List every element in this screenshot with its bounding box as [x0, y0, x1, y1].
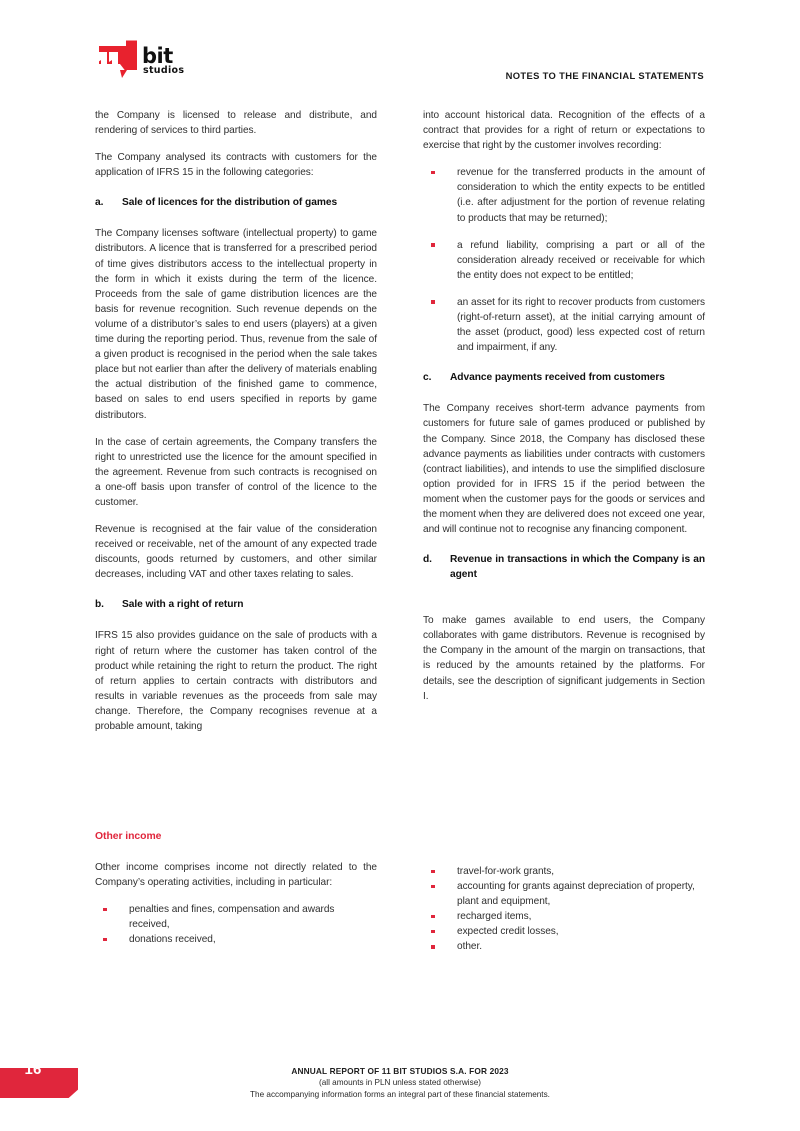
paragraph: To make games available to end users, the Company collaborates with game distributors. Revenue is recognised by the Company in the amount of the margin on transactions, that is reduced by the amounts retained by the platforms. For details, see the description of significant judgements in Section I. — [423, 615, 705, 702]
section-title: Sale of licences for the distribution of games — [122, 197, 338, 209]
section-title: Revenue in transactions in which the Company is an agent — [450, 554, 705, 581]
list-item: expected credit losses, — [423, 924, 705, 939]
left-column — [95, 108, 377, 734]
paragraph: the Company is licensed to release and distribute, and rendering of services to third parties. — [95, 110, 377, 137]
footer-text — [0, 1065, 800, 1101]
paragraph: The Company licenses software (intellectual property) to game distributors. A licence that is transferred for a prescribed period of time gives distributors access to the intellectual property in the form in which it exists during the term of the licence. Proceeds from the sale of game distribution licences are the basis for revenue recognition. Such revenue depends on the volume of a distributor’s sales to end users (players) at a given time during the reporting period. Thus, revenue from the sale of a given product is recognised in the period when the sale takes place but not earlier than after the delivery of materials enabling the actual distribution of the finished game to commence, based on sales to end users specified in reports by game distributors. — [95, 228, 377, 421]
section-title: Advance payments received from customers — [450, 372, 665, 384]
section-heading-d — [423, 552, 705, 597]
paragraph: Revenue is recognised at the fair value of the consideration received or receivable, net of the amount of any expected trade discounts, goods returned by customers, and other similar decreases, including VAT and other taxes relating to sales. — [95, 524, 377, 581]
list-item: an asset for its right to recover products from customers (right-of-return asset), at the initial carrying amount of the asset (product, good) less expected cost of return and impairment, if any. — [423, 295, 705, 355]
footer-report-title: ANNUAL REPORT OF 11 BIT STUDIOS S.A. FOR 2023 — [291, 1066, 509, 1076]
list-item: penalties and fines, compensation and awards received, — [95, 902, 377, 932]
section-heading-b — [95, 597, 377, 612]
section-label: d. — [423, 554, 432, 566]
list-item: travel-for-work grants, — [423, 864, 705, 879]
list-item: a refund liability, comprising a part or all of the consideration already received or receivable for which the entity does not expect to be entitled; — [423, 238, 705, 283]
section-label: a. — [95, 197, 104, 209]
section-heading-a — [95, 195, 377, 210]
company-logo — [98, 40, 188, 85]
paragraph: IFRS 15 also provides guidance on the sale of products with a right of return where the customer has taken control of the product while retaining the right to return the product. The right of return applies to certain contracts with distributors and results in variable revenues as the proceeds from sale may change. Therefore, the Company recognises revenue at a probable amount, taking — [95, 630, 377, 732]
footer-disclaimer: The accompanying information forms an integral part of these financial statements. — [250, 1090, 550, 1099]
other-income-bullets-right — [423, 864, 705, 955]
other-income-bullets-right-block — [423, 864, 705, 955]
bullet-list — [423, 165, 705, 355]
paragraph: into account historical data. Recognition of the effects of a contract that provides for a right of return or expectations to exercise that right by the customer involves recording: — [423, 110, 705, 152]
page-footer — [0, 1055, 800, 1131]
page-number: 16 — [24, 1061, 42, 1078]
paragraph: In the case of certain agreements, the Company transfers the right to unrestricted use the licence for the amount specified in the agreement. Revenue from such contracts is recognised on a one-off basis upon transfer of control of the licence to the customer. — [95, 436, 377, 508]
paragraph: The Company receives short-term advance payments from customers for future sale of games produced or published by the Company. Since 2018, the Company has disclosed these advance payments as liabilities under contracts with customers (contract liabilities), and intends to use the simplified disclosure option provided for in IFRS 15 if the period between the moment when the customer pays for the goods or services and the moment when they are delivered does not exceed one year, and will continue not to recognise any financing component. — [423, 403, 705, 536]
page-header — [0, 0, 800, 100]
list-item: accounting for grants against depreciation of property, plant and equipment, — [423, 879, 705, 909]
logo-wordmark: bit — [142, 44, 173, 68]
section-title: Sale with a right of return — [122, 599, 244, 611]
list-item: other. — [423, 939, 705, 954]
list-item: recharged items, — [423, 909, 705, 924]
section-label: c. — [423, 372, 432, 384]
footer-currency-note: (all amounts in PLN unless stated otherwise) — [318, 1078, 481, 1087]
paragraph: Other income comprises income not directly related to the Company’s operating activities, including in particular: — [95, 862, 377, 889]
logo-submark: studios — [143, 65, 185, 76]
right-column — [423, 108, 705, 704]
other-income-section — [95, 830, 377, 947]
list-item: donations received, — [95, 932, 377, 947]
eleven-bit-mark-icon — [98, 40, 138, 78]
page-title: NOTES TO THE FINANCIAL STATEMENTS — [505, 70, 704, 81]
section-label: b. — [95, 599, 104, 611]
other-income-bullets-left — [95, 902, 377, 947]
paragraph: The Company analysed its contracts with customers for the application of IFRS 15 in the following categories: — [95, 152, 377, 179]
other-income-heading: Other income — [95, 831, 162, 842]
section-heading-c — [423, 370, 705, 385]
list-item: revenue for the transferred products in the amount of consideration to which the entity expects to be entitled (i.e. after adjustment for the portion of revenue relating to products that may be returned); — [423, 165, 705, 225]
